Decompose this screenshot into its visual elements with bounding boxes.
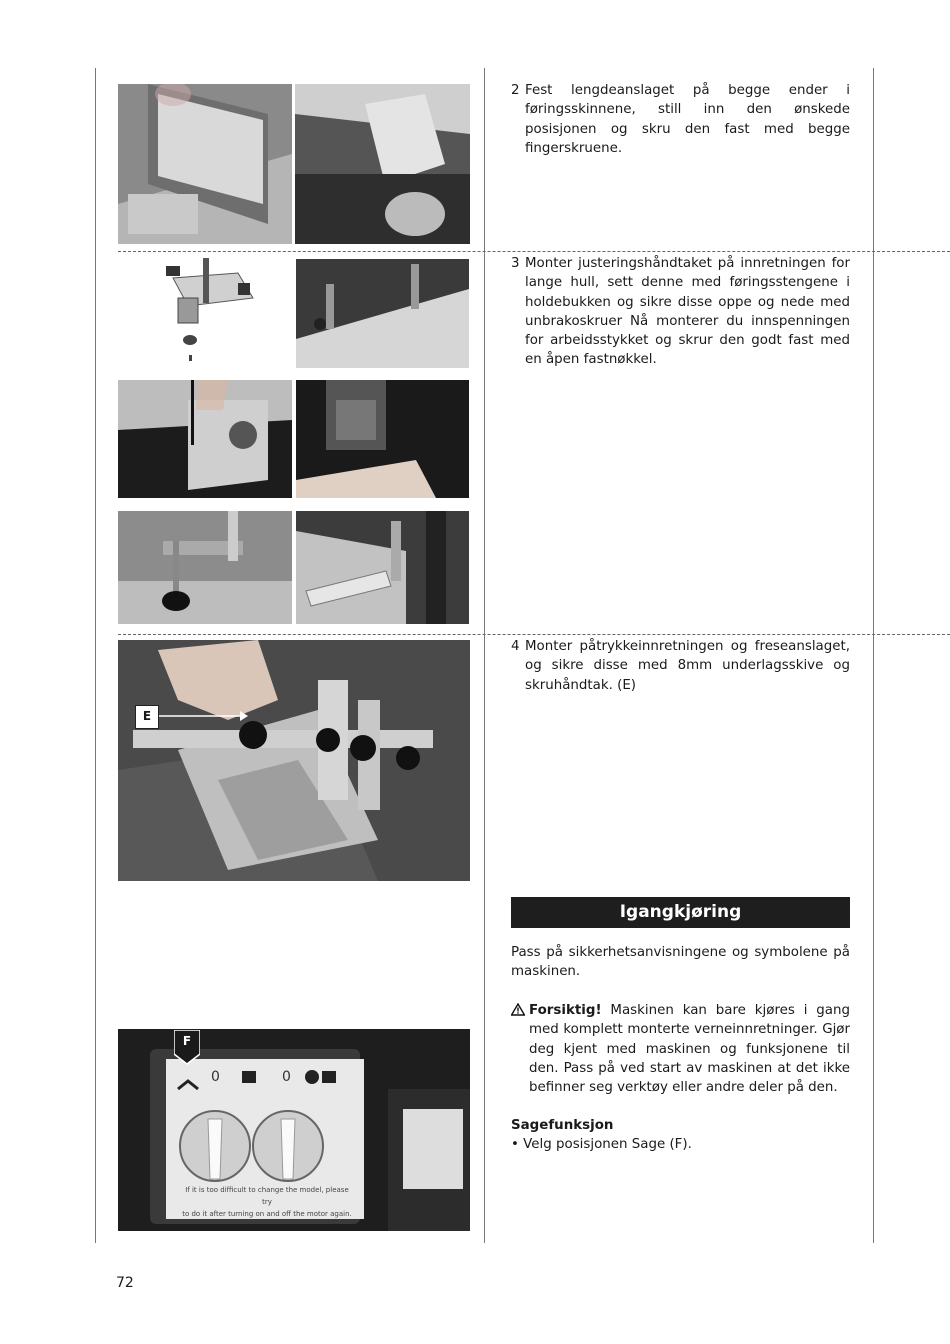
photo-workpiece-clamp: [118, 511, 292, 624]
center-frame-line: [484, 68, 485, 1243]
caution-block: [511, 1001, 850, 1097]
page-number: 72: [116, 1275, 134, 1291]
panel-zero-right: 0: [282, 1069, 291, 1085]
bullet-item: [511, 1135, 850, 1154]
photo-clamp-fixing: [296, 511, 469, 624]
panel-note: [182, 1184, 352, 1220]
section-divider-2: [118, 634, 950, 635]
panel-zero-left: 0: [211, 1069, 220, 1085]
step-2-text: Fest lengdeanslaget på begge ender i føringsskinnene, still inn den ønskede posisjonen og skru den fast med begge fingerskruene.: [525, 83, 850, 156]
step-4-text: Monter påtrykkeinnretningen og freseanslaget, og sikre disse med 8mm underlagsskive og skruhåndtak. (E): [525, 639, 850, 693]
panel-note-line2: to do it after turning on and off the motor again.: [182, 1210, 352, 1218]
right-frame-line: [873, 68, 874, 1243]
step-2: [511, 81, 850, 158]
photo-clamp-wrench: [296, 380, 469, 498]
step-2-number: 2: [511, 83, 520, 98]
diagram-slot-mortiser-assembly: [118, 258, 292, 368]
warning-triangle-icon: [511, 1003, 525, 1022]
section-intro: Pass på sikkerhetsanvisningene og symbolene på maskinen.: [511, 945, 850, 980]
section-title: Igangkjøring: [511, 897, 850, 928]
photo-miter-gauge: [295, 84, 470, 244]
section-divider-1: [118, 251, 950, 252]
subheading-sagefunksjon: Sagefunksjon: [511, 1118, 614, 1133]
step-4: [511, 637, 850, 695]
photo-length-stop-fence: [118, 84, 292, 244]
photo-allen-screw: [118, 380, 292, 498]
bullet-dot: •: [511, 1137, 519, 1152]
photo-pressure-device: [118, 640, 470, 881]
photo-guide-rods: [296, 259, 469, 368]
callout-e: E: [135, 705, 159, 729]
step-4-number: 4: [511, 639, 520, 654]
step-3-number: 3: [511, 256, 520, 271]
left-frame-line: [95, 68, 96, 1243]
step-3: [511, 254, 850, 370]
panel-note-line1: If it is too difficult to change the model, please try: [185, 1186, 349, 1206]
callout-f: F: [182, 1034, 192, 1048]
step-3-text: Monter justeringshåndtaket på innretningen for lange hull, sett denne med føringsstengene i holdebukken og sikre disse oppe og nede med unbrakoskruer Nå monterer du innspenningen for arbeidsstykket og skrur den godt fast med en åpen fastnøkkel.: [525, 256, 850, 368]
bullet-text: Velg posisjonen Sage (F).: [523, 1137, 692, 1152]
caution-label: Forsiktig!: [529, 1003, 602, 1018]
caution-text: Maskinen kan bare kjøres i gang med komplett monterte verneinnretninger. Gjør deg kjent med maskinen og funksjonene til den. Pass på ved start av maskinen at det ikke befinner seg verktøy eller andre deler på den.: [529, 1003, 850, 1096]
